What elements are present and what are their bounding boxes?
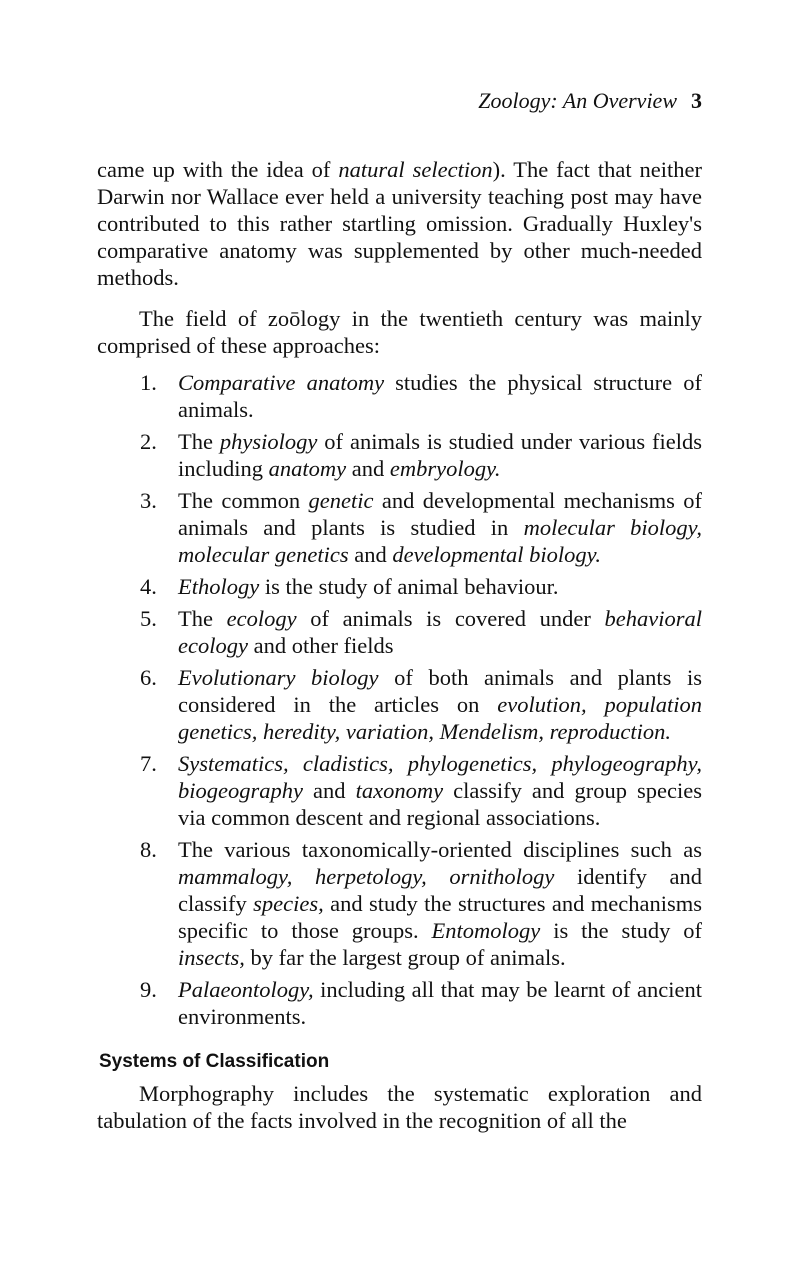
list-item-text: [178, 606, 702, 658]
emphasis-text: Systematics, cladistics, phylogenetics, phylogeography, biogeography: [178, 751, 702, 803]
emphasis-text: insects,: [178, 945, 245, 970]
plain-text: The: [178, 606, 227, 631]
plain-text: including all that may be learnt of ancient environments.: [178, 977, 702, 1029]
emphasis-text: physiology: [219, 429, 318, 454]
approaches-list: [97, 369, 702, 1035]
list-item-text: [178, 751, 702, 830]
list-item-number: 2.: [140, 429, 157, 454]
emphasis-text: developmental biology.: [392, 542, 602, 567]
plain-text: and: [302, 778, 356, 803]
section-heading: Systems of Classification: [99, 1051, 330, 1072]
list-item-number: 4.: [140, 574, 157, 599]
list-item-text: [178, 429, 702, 481]
list-item: [97, 750, 702, 831]
emphasis-text: embryology.: [389, 456, 501, 481]
list-item-text: [178, 977, 702, 1029]
plain-text: and study the structures and mechanisms specific to those groups.: [178, 891, 702, 943]
plain-text: studies the physical structure of animals.: [178, 370, 702, 422]
body-paragraph: The field of zoōlogy in the twentieth century was mainly comprised of these approaches:: [97, 306, 702, 358]
plain-text: identify and classify: [178, 864, 702, 916]
list-item-text: [178, 837, 702, 970]
paragraph-text: came up with the idea of: [97, 157, 339, 182]
emphasis-text: Comparative anatomy: [178, 370, 385, 395]
list-item: [97, 836, 702, 971]
list-item: [97, 605, 702, 659]
emphasis-text: natural selection: [338, 157, 493, 182]
list-item-text: [178, 665, 702, 744]
list-item: [97, 573, 702, 600]
list-item-number: 7.: [140, 751, 157, 776]
list-item: [97, 369, 702, 423]
body-paragraph: Morphography includes the systematic exploration and tabulation of the facts involved in the recognition of all the: [97, 1081, 702, 1133]
list-item: [97, 487, 702, 568]
plain-text: and: [348, 542, 393, 567]
list-item-number: 5.: [140, 606, 157, 631]
list-item: [97, 428, 702, 482]
emphasis-text: ecology: [226, 606, 297, 631]
list-item: [97, 664, 702, 745]
plain-text: and developmental mechanisms of animals and plants is studied in: [178, 488, 702, 540]
emphasis-text: molecular biology, molecular genetics: [178, 515, 703, 567]
list-item-number: 3.: [140, 488, 157, 513]
plain-text: is the study of: [540, 918, 702, 943]
emphasis-text: anatomy: [268, 456, 347, 481]
plain-text: classify and group species via common descent and regional associations.: [178, 778, 702, 830]
list-item-text: [178, 574, 559, 599]
plain-text: The: [178, 429, 220, 454]
list-item: [97, 976, 702, 1030]
list-item-text: [178, 370, 702, 422]
list-item-text: [178, 488, 702, 567]
paragraph-text: ). The fact that neither Darwin nor Wallace ever held a university teaching post may have contributed to this rather startling omission. Gradually Huxley's comparative anatomy was supplemented by other much-needed methods.: [97, 157, 703, 290]
body-paragraph: [97, 156, 702, 291]
emphasis-text: Ethology: [178, 574, 260, 599]
list-item-number: 8.: [140, 837, 157, 862]
running-head-title: Zoology: An Overview: [478, 88, 677, 113]
plain-text: The various taxonomically-oriented disciplines such as: [178, 837, 702, 862]
emphasis-text: evolution, population genetics, heredity, variation, Mendelism, reproduction.: [178, 692, 702, 744]
list-item-number: 1.: [140, 370, 157, 395]
emphasis-text: behavioral ecology: [178, 606, 702, 658]
plain-text: of animals is covered under: [296, 606, 605, 631]
emphasis-text: taxonomy: [355, 778, 444, 803]
plain-text: is the study of animal behaviour.: [259, 574, 559, 599]
emphasis-text: mammalogy, herpetology, ornithology: [178, 864, 555, 889]
emphasis-text: Evolutionary biology: [178, 665, 379, 690]
plain-text: of animals is studied under various fields including: [178, 429, 702, 481]
plain-text: of both animals and plants is considered in the articles on: [178, 665, 702, 717]
plain-text: The common: [178, 488, 309, 513]
emphasis-text: Entomology: [431, 918, 541, 943]
list-item-number: 9.: [140, 977, 157, 1002]
plain-text: and: [346, 456, 390, 481]
page-number: 3: [691, 88, 702, 113]
plain-text: and other fields: [247, 633, 394, 658]
plain-text: by far the largest group of animals.: [244, 945, 566, 970]
running-head: [478, 88, 702, 114]
list-item-number: 6.: [140, 665, 157, 690]
emphasis-text: Palaeontology,: [178, 977, 314, 1002]
emphasis-text: species,: [253, 891, 324, 916]
emphasis-text: genetic: [308, 488, 374, 513]
